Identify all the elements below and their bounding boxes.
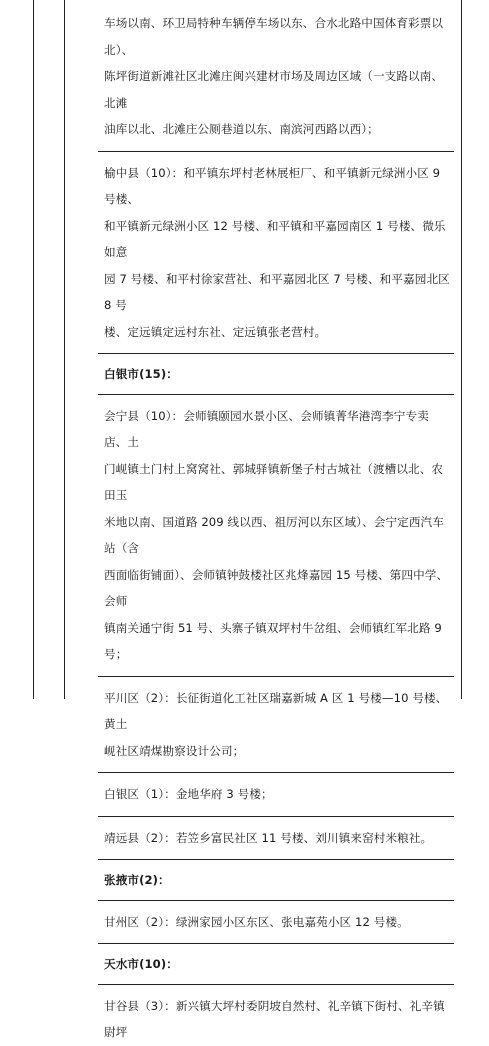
paragraph-line: 和平镇新元绿洲小区 12 号楼、和平镇和平嘉园南区 1 号楼、微乐如意 xyxy=(104,218,446,259)
table-row xyxy=(98,773,454,817)
paragraph-line: 靖远县（2）：若笠乡富民社区 11 号楼、刘川镇来窑村米粮社。 xyxy=(104,830,433,845)
table-row xyxy=(98,152,454,355)
paragraph-line: 平川区（2）：长征街道化工社区瑞嘉新城 A 区 1 号楼—10 号楼、黄土 xyxy=(104,690,448,731)
region-heading-row xyxy=(98,860,454,901)
paragraph-line: 岘社区靖煤勘察设计公司； xyxy=(104,743,245,758)
table-content xyxy=(104,6,454,1046)
table-row xyxy=(98,677,454,774)
region-heading-row xyxy=(98,354,454,395)
table-row xyxy=(98,901,454,945)
table-row xyxy=(98,6,454,152)
paragraph-line: 楼、定远镇定远村东社、定远镇张老营村。 xyxy=(104,324,327,339)
paragraph-line: 西面临街铺面）、会师镇钟鼓楼社区兆烽嘉园 15 号楼、第四中学、会师 xyxy=(104,567,449,608)
paragraph-line: 甘谷县（3）：新兴镇大坪村委阴坡自然村、礼辛镇下街村、礼辛镇尉坪 xyxy=(104,998,445,1039)
paragraph-line: 门岘镇土门村上窝窝社、郭城驿镇新堡子村古城社（渡槽以北、农田玉 xyxy=(104,461,444,502)
paragraph-line: 镇南关通宁街 51 号、头寨子镇双坪村牛岔组、会师镇红军北路 9 号； xyxy=(104,620,442,661)
paragraph-line: 油库以北、北滩庄公厕巷道以东、南滨河西路以西）； xyxy=(104,122,379,136)
paragraph-line: 车场以南、环卫局特种车辆停车场以东、合水北路中国体育彩票以北）、 xyxy=(104,16,444,57)
paragraph-line: 白银区（1）：金地华府 3 号楼； xyxy=(104,787,273,801)
paragraph-line: 甘州区（2）：绿洲家园小区东区、张电嘉苑小区 12 号楼。 xyxy=(104,914,409,929)
table-row xyxy=(98,985,454,1046)
table-column-divider xyxy=(64,0,65,699)
paragraph-line: 榆中县（10）：和平镇东坪村老林展柜厂、和平镇新元绿洲小区 9 号楼、 xyxy=(104,165,441,206)
region-heading: 张掖市(2)： xyxy=(104,873,170,887)
paragraph-line: 米地以南、国道路 209 线以西、祖厉河以东区域）、会宁定西汽车站（含 xyxy=(104,514,444,555)
table-row xyxy=(98,395,454,677)
table-row xyxy=(98,817,454,861)
paragraph-line: 园 7 号楼、和平村徐家营社、和平嘉园北区 7 号楼、和平嘉园北区 8 号 xyxy=(104,271,450,312)
paragraph-line: 会宁县（10）：会师镇颐园水景小区、会师镇菁华港湾李宁专卖店、土 xyxy=(104,408,429,449)
region-heading-row xyxy=(98,944,454,985)
region-heading: 白银市(15)： xyxy=(104,367,178,381)
region-heading: 天水市(10)： xyxy=(104,957,178,971)
paragraph-line: 陈坪街道新滩社区北滩庄闽兴建材市场及周边区域（一支路以南、北滩 xyxy=(104,69,444,110)
